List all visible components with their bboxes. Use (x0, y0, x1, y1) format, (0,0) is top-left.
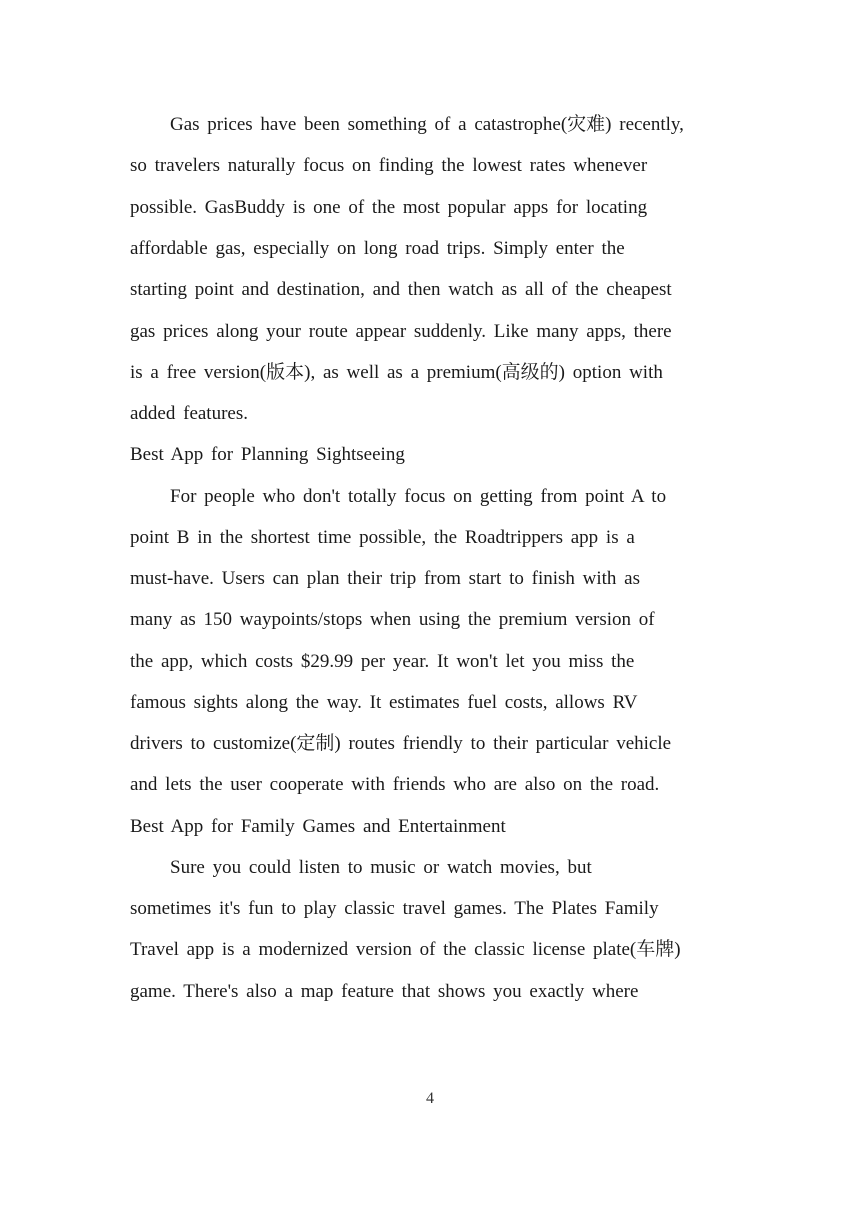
paragraph-line: Travel app is a modernized version of the classic license plate(车牌) (130, 939, 681, 960)
paragraph-line: must-have. Users can plan their trip from start to finish with as (130, 568, 641, 589)
paragraph-line: many as 150 waypoints/stops when using the premium version of (130, 609, 655, 630)
paragraph-line: added features. (130, 403, 248, 424)
paragraph-line: is a free version(版本), as well as a premium(高级的) option with (130, 362, 663, 383)
paragraph-line: affordable gas, especially on long road trips. Simply enter the (130, 238, 625, 259)
paragraph-line: Sure you could listen to music or watch movies, but (170, 857, 592, 878)
paragraph-line: and lets the user cooperate with friends who are also on the road. (130, 774, 660, 795)
section-heading: Best App for Planning Sightseeing (130, 444, 405, 465)
paragraph-line: so travelers naturally focus on finding the lowest rates whenever (130, 155, 648, 176)
paragraph-line: point B in the shortest time possible, the Roadtrippers app is a (130, 527, 635, 548)
paragraph-line: gas prices along your route appear suddenly. Like many apps, there (130, 321, 672, 342)
paragraph-line: starting point and destination, and then watch as all of the cheapest (130, 279, 672, 300)
paragraph-line: the app, which costs $29.99 per year. It won't let you miss the (130, 651, 635, 672)
paragraph-line: For people who don't totally focus on getting from point A to (170, 486, 667, 507)
paragraph-line: possible. GasBuddy is one of the most popular apps for locating (130, 197, 648, 218)
section-heading: Best App for Family Games and Entertainment (130, 816, 506, 837)
page-number: 4 (426, 1090, 434, 1107)
paragraph-line: game. There's also a map feature that shows you exactly where (130, 981, 639, 1002)
paragraph-line: Gas prices have been something of a catastrophe(灾难) recently, (170, 114, 684, 135)
paragraph-line: drivers to customize(定制) routes friendly to their particular vehicle (130, 733, 672, 754)
paragraph-line: famous sights along the way. It estimates fuel costs, allows RV (130, 692, 638, 713)
paragraph-line: sometimes it's fun to play classic travel games. The Plates Family (130, 898, 659, 919)
